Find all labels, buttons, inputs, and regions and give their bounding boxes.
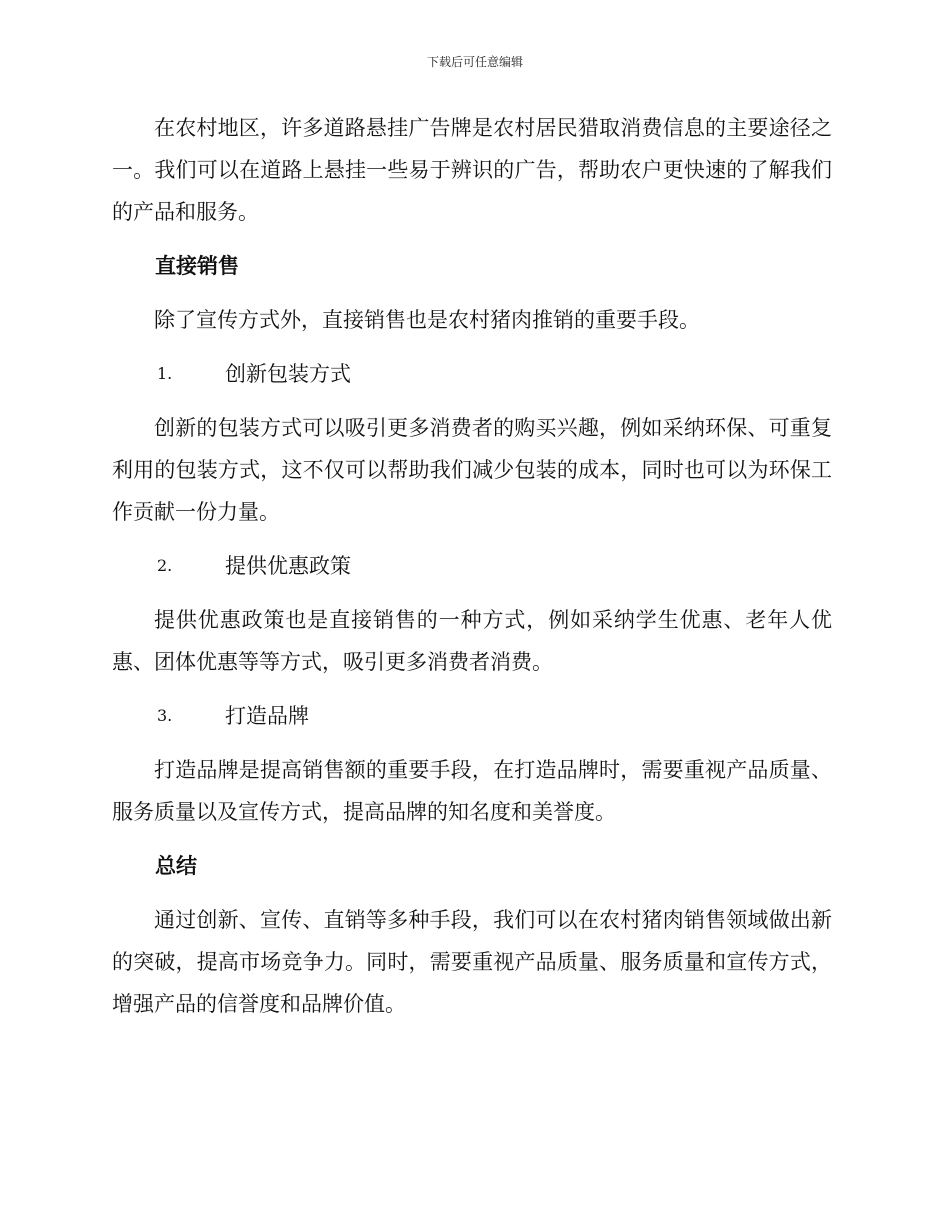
spacer xyxy=(112,533,832,545)
spacer xyxy=(112,341,832,353)
spacer xyxy=(112,395,832,407)
page-header: 下载后可任意编辑 xyxy=(426,55,523,69)
paragraph-billboards: 在农村地区，许多道路悬挂广告牌是农村居民猎取消费信息的主要途径之一。我们可以在道路上悬挂一些易于辨识的广告，帮助农户更快速的了解我们的产品和服务。 xyxy=(112,116,832,224)
paragraph-summary: 通过创新、宣传、直销等多种手段，我们可以在农村猪肉销售领域做出新的突破，提高市场竞争力。同时，需要重视产品质量、服务质量和宣传方式，增强产品的信誉度和品牌价值。 xyxy=(112,908,832,1016)
spacer xyxy=(112,587,832,599)
spacer xyxy=(112,737,832,749)
list-item-discounts xyxy=(112,545,832,587)
spacer xyxy=(112,233,832,245)
spacer xyxy=(112,683,832,695)
spacer xyxy=(112,287,832,299)
paragraph-discounts: 提供优惠政策也是直接销售的一种方式，例如采纳学生优惠、老年人优惠、团体优惠等等方式，吸引更多消费者消费。 xyxy=(112,608,832,674)
paragraph-direct-sales-intro: 除了宣传方式外，直接销售也是农村猪肉推销的重要手段。 xyxy=(154,308,700,332)
list-item-title: 创新包装方式 xyxy=(225,362,351,386)
section-heading-direct-sales: 直接销售 xyxy=(155,254,239,278)
document-body xyxy=(112,107,832,1025)
list-item-title: 打造品牌 xyxy=(225,704,309,728)
spacer xyxy=(112,887,832,899)
list-item-brand xyxy=(112,695,832,737)
list-number: 3. xyxy=(157,706,173,725)
list-item-title: 提供优惠政策 xyxy=(225,554,351,578)
list-number: 2. xyxy=(157,556,173,575)
paragraph-packaging: 创新的包装方式可以吸引更多消费者的购买兴趣，例如采纳环保、可重复利用的包装方式，这不仅可以帮助我们减少包装的成本，同时也可以为环保工作贡献一份力量。 xyxy=(112,416,832,524)
paragraph-brand: 打造品牌是提高销售额的重要手段，在打造品牌时，需要重视产品质量、服务质量以及宣传方式，提高品牌的知名度和美誉度。 xyxy=(112,758,832,824)
spacer xyxy=(112,833,832,845)
section-heading-summary: 总结 xyxy=(155,854,197,878)
list-number: 1. xyxy=(157,364,173,383)
list-item-packaging xyxy=(112,353,832,395)
